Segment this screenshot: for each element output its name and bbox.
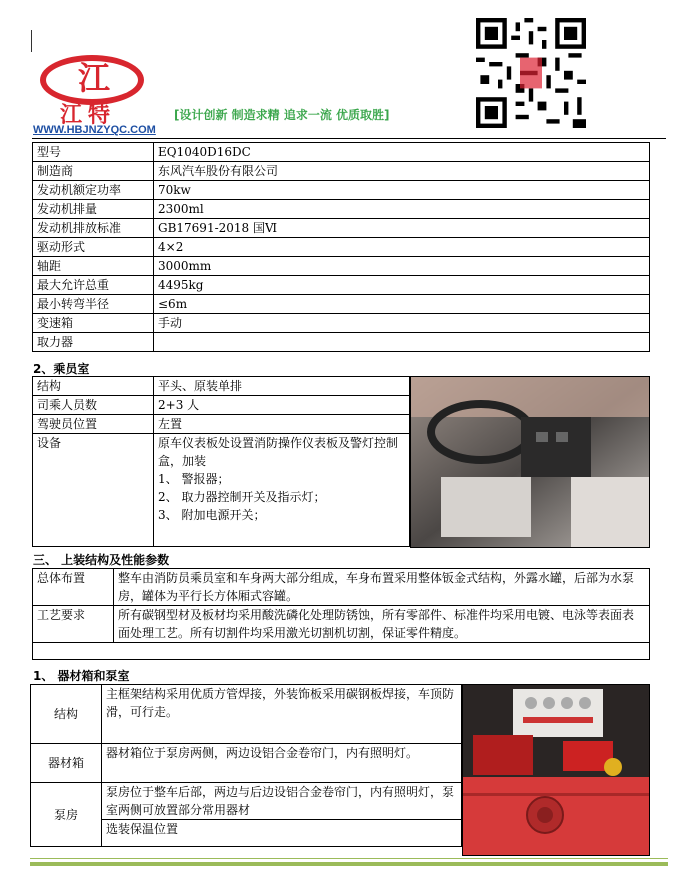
equipment-value: 器材箱位于泵房两侧，两边设铝合金卷帘门，内有照明灯。 <box>102 744 462 783</box>
spec-label: 最小转弯半径 <box>33 295 154 314</box>
table-row <box>31 685 462 744</box>
spec-label: 发动机排量 <box>33 200 154 219</box>
pump-room-photo <box>463 685 650 856</box>
spec-label: 变速箱 <box>33 314 154 333</box>
crew-label: 司乘人员数 <box>33 396 154 415</box>
crew-label: 结构 <box>33 377 154 396</box>
equipment-section-heading: 1、 器材箱和泵室 <box>33 669 130 683</box>
equipment-value: 主框架结构采用优质方管焊接，外装饰板采用碳钢板焊接，车顶防滑，可行走。 <box>102 685 462 744</box>
cabin-photo-frame <box>410 376 650 548</box>
crew-value: 左置 <box>154 415 410 434</box>
spec-label: 发动机排放标准 <box>33 219 154 238</box>
equipment-box-table <box>30 684 462 847</box>
spec-value: GB17691-2018 国Ⅵ <box>154 219 650 238</box>
table-row <box>33 643 650 660</box>
table-row <box>33 295 650 314</box>
equipment-item: 1、 警报器； <box>158 472 230 486</box>
spec-label: 发动机额定功率 <box>33 181 154 200</box>
brand-name: 江特 <box>60 103 117 128</box>
upper-label: 总体布置 <box>33 569 114 606</box>
table-row <box>31 744 462 783</box>
upper-label: 工艺要求 <box>33 606 114 643</box>
table-row <box>31 783 462 820</box>
margin-mark <box>31 30 32 52</box>
spec-value: 70kw <box>154 181 650 200</box>
table-row <box>33 162 650 181</box>
table-row <box>33 143 650 162</box>
table-row <box>33 257 650 276</box>
qr-code-icon <box>476 18 586 128</box>
crew-label: 设备 <box>33 434 154 547</box>
table-row <box>33 569 650 606</box>
crew-value: 平头、原装单排 <box>154 377 410 396</box>
crew-label: 驾驶员位置 <box>33 415 154 434</box>
table-row <box>33 415 410 434</box>
table-row <box>33 333 650 352</box>
footer-rule <box>30 862 668 866</box>
equipment-item: 3、 附加电源开关； <box>158 508 266 522</box>
spec-value: 4495kg <box>154 276 650 295</box>
equipment-label: 泵房 <box>31 783 102 847</box>
spec-value: 2300ml <box>154 200 650 219</box>
spec-value: 4×2 <box>154 238 650 257</box>
upper-structure-table <box>32 568 650 660</box>
crew-section-heading: 2、乘员室 <box>33 362 90 376</box>
spec-label: 驱动形式 <box>33 238 154 257</box>
table-row <box>33 219 650 238</box>
upper-value: 整车由消防员乘员室和车身两大部分组成，车身布置采用整体钣金式结构，外露水罐，后部为水泵房，罐体为平行长方体厢式容罐。 <box>114 569 650 606</box>
spec-label: 取力器 <box>33 333 154 352</box>
table-row <box>33 200 650 219</box>
table-row <box>33 314 650 333</box>
spec-value <box>154 333 650 352</box>
table-row <box>33 181 650 200</box>
crew-value: 2+3 人 <box>154 396 410 415</box>
spec-value: 东风汽车股份有限公司 <box>154 162 650 181</box>
spec-value: 手动 <box>154 314 650 333</box>
upper-value: 所有碳钢型材及板材均采用酸洗磷化处理防锈蚀，所有零部件、标准件均采用电镀、电泳等表面表面处理工艺。所有切割件均采用激光切割机切割，保证零件精度。 <box>114 606 650 643</box>
equipment-label: 结构 <box>31 685 102 744</box>
website-link[interactable]: WWW.HBJNZYQC.COM <box>33 124 156 136</box>
header-rule <box>32 138 666 139</box>
equipment-item: 2、 取力器控制开关及指示灯； <box>158 490 326 504</box>
footer-rule-thin <box>30 858 668 859</box>
table-row <box>33 434 410 547</box>
crew-equipment-cell <box>154 434 410 547</box>
spec-value: ≤6m <box>154 295 650 314</box>
empty-cell <box>33 643 650 660</box>
crew-table <box>32 376 410 547</box>
spec-label: 轴距 <box>33 257 154 276</box>
equipment-intro: 原车仪表板处设置消防操作仪表板及警灯控制盒，加装 <box>158 436 399 468</box>
spec-value: 3000mm <box>154 257 650 276</box>
equipment-extra: 选装保温位置 <box>102 820 462 847</box>
logo-chars: 江 <box>77 59 110 97</box>
vehicle-spec-table <box>32 142 650 352</box>
table-row <box>33 606 650 643</box>
spec-value: EQ1040D16DC <box>154 143 650 162</box>
equipment-value: 泵房位于整车后部，两边与后边设铝合金卷帘门，内有照明灯，泵室两侧可放置部分常用器材 <box>102 783 462 820</box>
cabin-interior-photo <box>411 377 650 548</box>
table-row <box>33 396 410 415</box>
spec-label: 制造商 <box>33 162 154 181</box>
equipment-label: 器材箱 <box>31 744 102 783</box>
table-row <box>33 276 650 295</box>
company-slogan: [设计创新 制造求精 追求一流 优质取胜] <box>174 108 390 122</box>
table-row <box>33 238 650 257</box>
upper-section-heading: 三、 上装结构及性能参数 <box>33 553 170 567</box>
table-row <box>33 377 410 396</box>
spec-label: 型号 <box>33 143 154 162</box>
pump-photo-frame <box>462 684 650 856</box>
spec-label: 最大允许总重 <box>33 276 154 295</box>
